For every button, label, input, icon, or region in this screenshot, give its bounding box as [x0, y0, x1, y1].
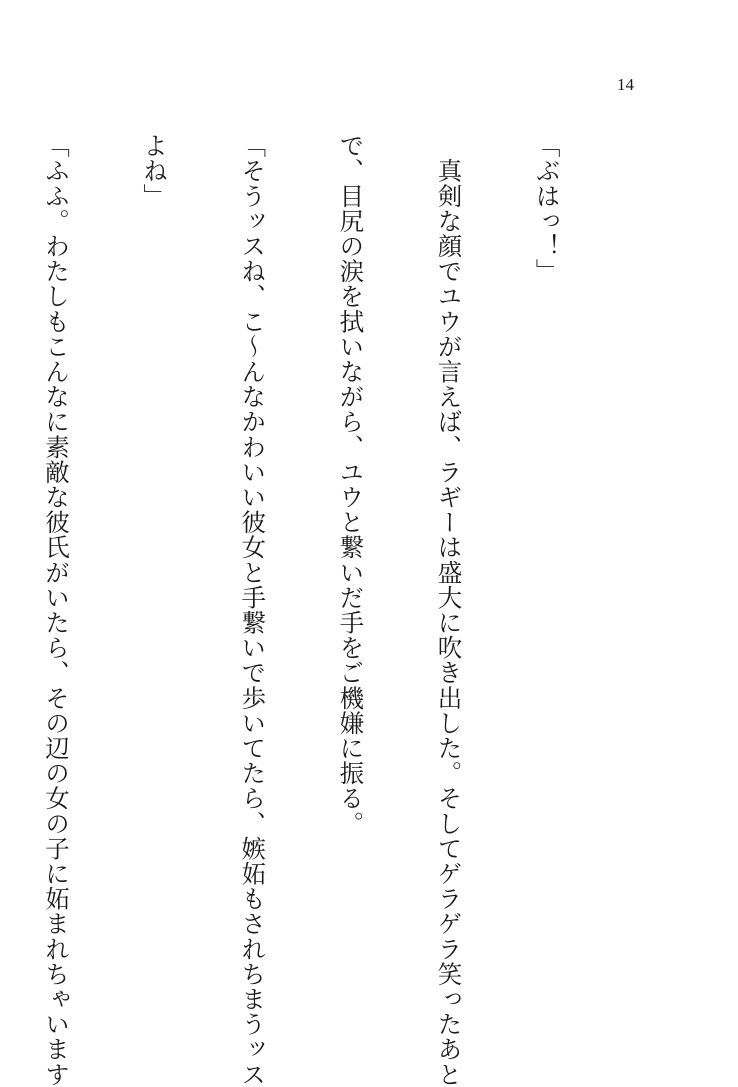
body-text: [0, 133, 628, 1087]
page-number: 14: [617, 75, 634, 94]
text-line: で、目尻の涙を拭いながら、ユウと繋いだ手をご機嫌に振る。: [336, 133, 366, 836]
text-line: 「ぶはっ！」: [532, 133, 562, 284]
text-line: 「そうッスね、こ〜んなかわいい彼女と手繋いで歩いてたら、嫉妬もされちまうッス: [238, 133, 268, 1087]
text-line: 「ふふ。わたしもこんなに素敵な彼氏がいたら、その辺の女の子に妬まれちゃいます: [42, 133, 72, 1087]
text-line: よね」: [140, 133, 170, 209]
text-line: 真剣な顔でユウが言えば、ラギーは盛大に吹き出した。そしてゲラゲラ笑ったあと: [434, 133, 464, 1087]
